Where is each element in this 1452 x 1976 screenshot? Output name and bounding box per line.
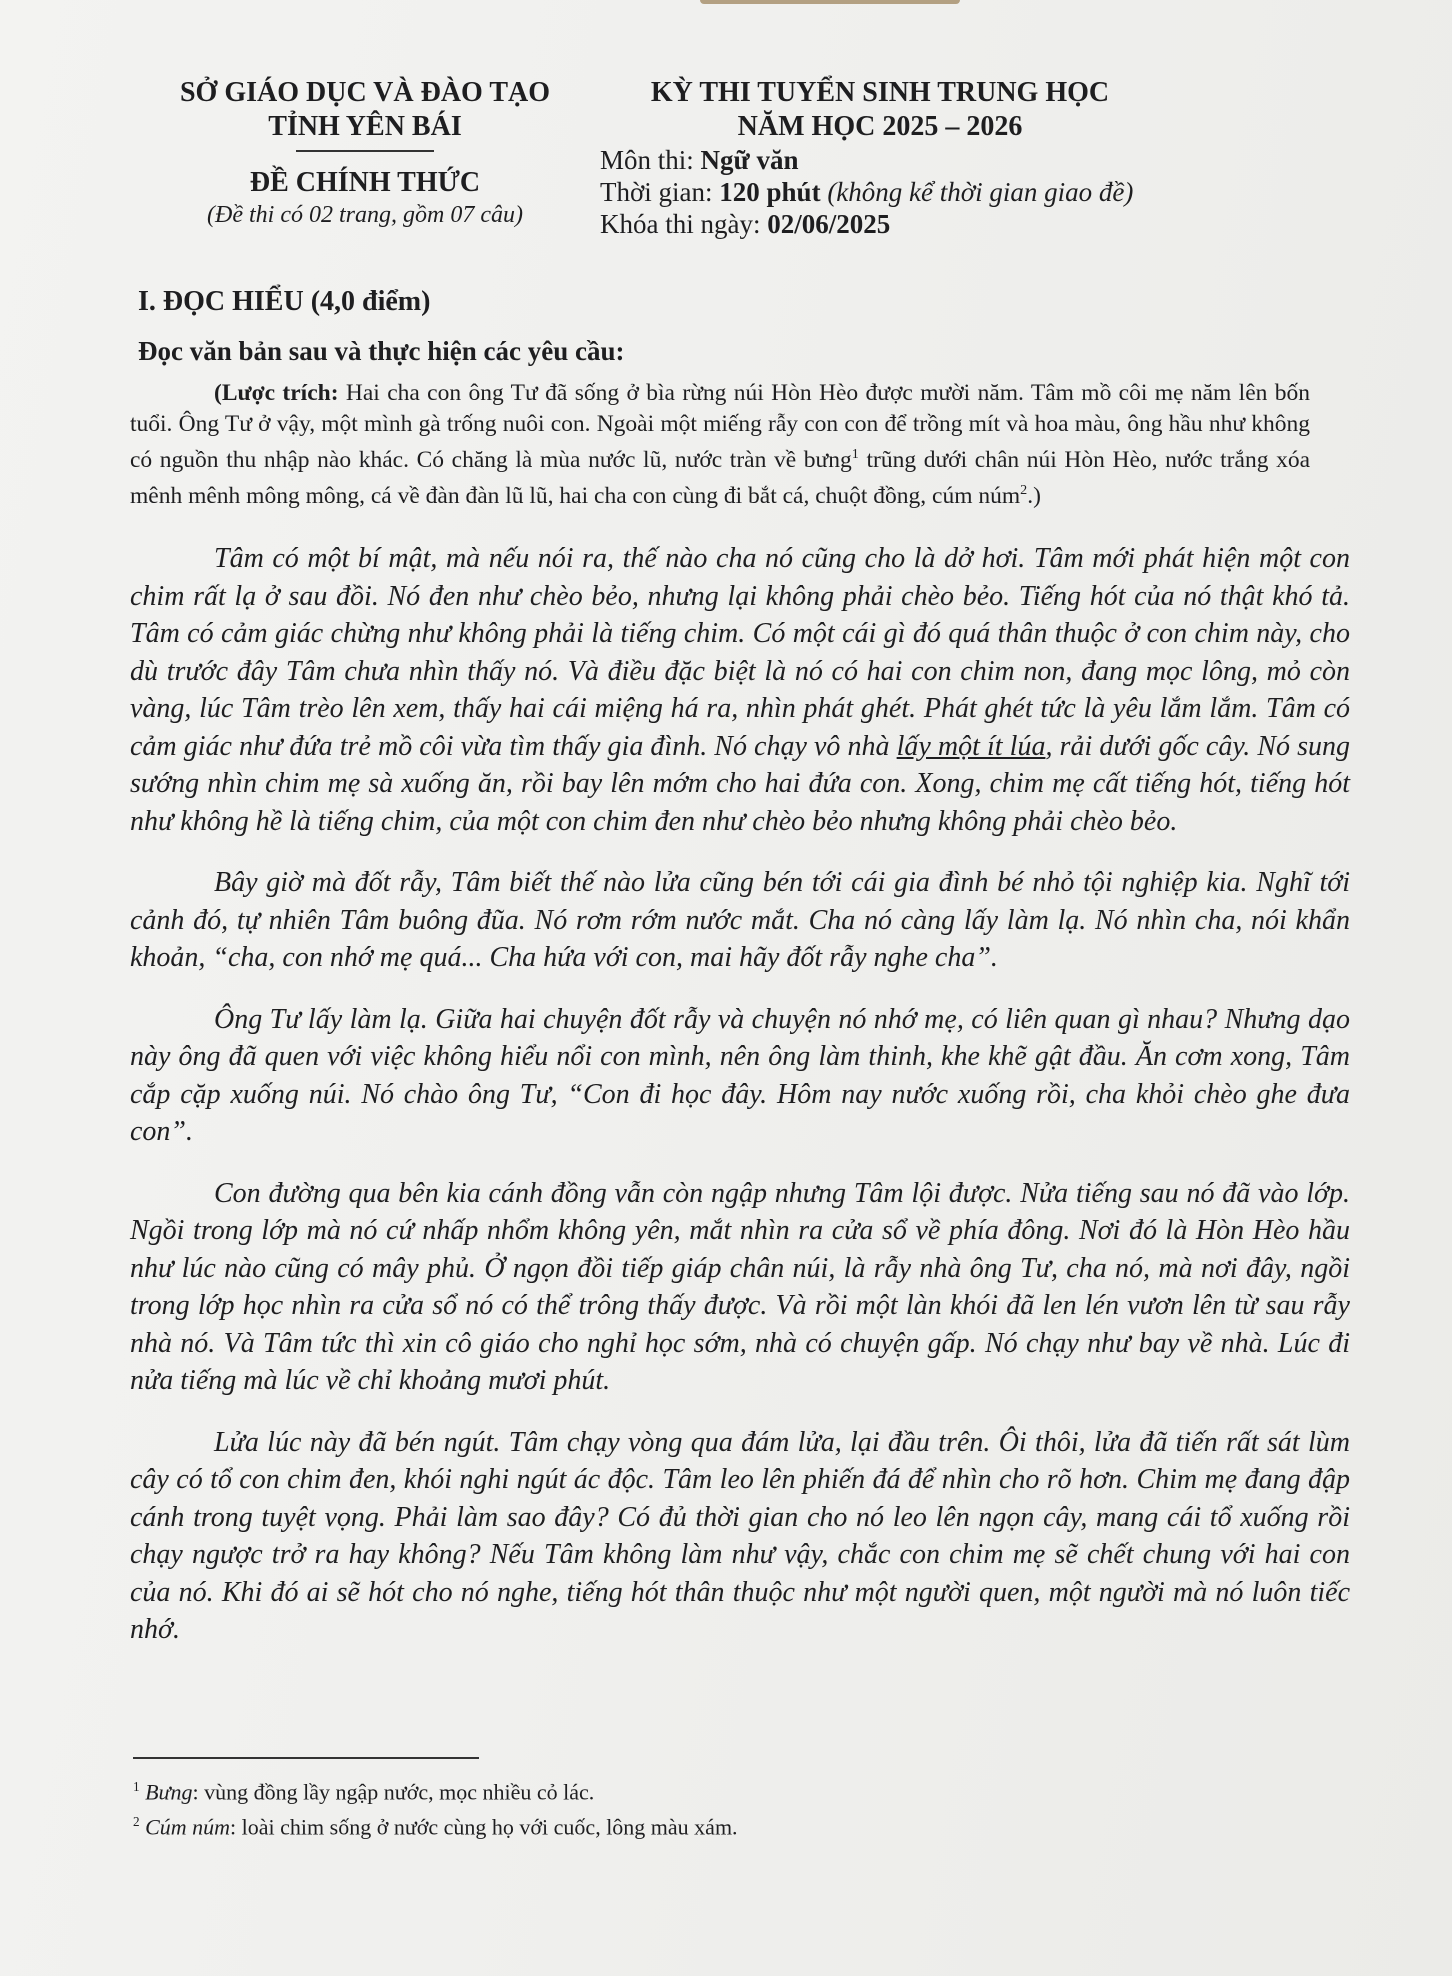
excerpt-text: Hai cha con ông Tư đã sống ở bìa rừng núi Hòn Hèo được mười năm. Tâm mồ côi mẹ năm lên bốn tuổi. Ông Tư ở vậy, một mình gà trống nuôi con. Ngoài một miếng rẫy con con để trồng mít và hoa màu, ông hầu như không có nguồn thu nhập nào khác. Có chăng là mùa nước lũ, nước tràn về bưng (130, 380, 1310, 473)
header-divider (296, 150, 434, 152)
excerpt-label: (Lược trích: (214, 380, 339, 406)
excerpt-text-2: trũng dưới chân núi Hòn Hèo, nước trắng xóa mênh mênh mông mông, cá về đàn đàn lũ lũ, hai cha con cùng đi bắt cá, chuột đồng, cúm núm (130, 446, 1311, 510)
footnote-divider (133, 1757, 479, 1759)
footnotes (133, 1772, 1283, 1843)
subject-label: Môn thi: (600, 145, 694, 175)
story-paragraph-1 (130, 540, 1350, 840)
official-label: ĐỀ CHÍNH THỨC (249, 167, 481, 198)
date-value: 02/06/2025 (767, 209, 891, 239)
time-note: (không kể thời gian giao đề) (827, 177, 1134, 207)
school-year: NĂM HỌC 2025 – 2026 (737, 111, 1023, 142)
org-line-1: SỞ GIÁO DỤC VÀ ĐÀO TẠO (179, 77, 550, 108)
story-p1-underlined: lấy một ít lúa (896, 730, 1046, 762)
footnote-2-text: : loài chim sống ở nước cùng họ với cuốc, lông màu xám. (230, 1814, 738, 1840)
header-left (140, 76, 590, 230)
story-paragraph-3: Ông Tư lấy làm lạ. Giữa hai chuyện đốt rẫy và chuyện nó nhớ mẹ, có liên quan gì nhau? Nhưng dạo này ông đã quen với việc không hiểu nổi con mình, nên ông làm thinh, khe khẽ gật đầu. Ăn cơm xong, Tâm cắp cặp xuống núi. Nó chào ông Tư, “Con đi học đây. Hôm nay nước xuống rồi, cha khỏi chèo ghe đưa con”. (130, 1003, 1350, 1147)
time-value: 120 phút (719, 177, 821, 207)
exam-title: KỲ THI TUYỂN SINH TRUNG HỌC (650, 77, 1110, 108)
date-label: Khóa thi ngày: (600, 209, 761, 239)
footnote-2 (133, 1807, 1283, 1842)
story-paragraph-5: Lửa lúc này đã bén ngút. Tâm chạy vòng qua đám lửa, lại đầu trên. Ôi thôi, lửa đã tiến rất sát lùm cây có tổ con chim đen, khói nghi ngút ác độc. Tâm leo lên phiến đá để nhìn cho rõ hơn. Chim mẹ đang đập cánh trong tuyệt vọng. Phải làm sao đây? Có đủ thời gian cho nó leo lên ngọn cây, mang cái tổ xuống rồi chạy ngược trở ra hay không? Nếu Tâm không làm như vậy, chắc con chim mẹ sẽ chết chung với hai con của nó. Khi đó ai sẽ hót cho nó nghe, tiếng hót thân thuộc như một người quen, một người mà nó luôn tiếc nhớ. (130, 1426, 1350, 1645)
footnote-1-text: : vùng đồng lầy ngập nước, mọc nhiều cỏ lác. (192, 1779, 595, 1805)
story-paragraph-4: Con đường qua bên kia cánh đồng vẫn còn ngập nhưng Tâm lội được. Nửa tiếng sau nó đã vào lớp. Ngồi trong lớp mà nó cứ nhấp nhổm không yên, mắt nhìn ra cửa sổ về phía đông. Nơi đó là Hòn Hèo hầu như lúc nào cũng có mây phủ. Ở ngọn đồi tiếp giáp chân núi, là rẫy nhà ông Tư, cha nó, mà nơi đây, ngồi trong lớp học nhìn ra cửa sổ nó có thể trông thấy được. Và rồi một làn khói đã len lén vươn lên từ sau rẫy nhà nó. Và Tâm tức thì xin cô giáo cho nghỉ học sớm, nhà có chuyện gấp. Nó chạy như bay về nhà. Lúc đi nửa tiếng mà lúc về chỉ khoảng mươi phút. (130, 1177, 1350, 1396)
paper-fold (700, 0, 960, 4)
footnote-1-number: 1 (133, 1779, 140, 1794)
story-text (130, 540, 1350, 1673)
footnote-ref-2: 2 (1020, 482, 1028, 499)
footnote-2-number: 2 (133, 1814, 140, 1830)
story-p1-part-a: Tâm có một bí mật, mà nếu nói ra, thế nào cha nó cũng cho là dở hơi. Tâm mới phát hiện một con chim rất lạ ở sau đồi. Nó đen như chèo bẻo, nhưng lại không phải chèo bẻo. Tiếng hót của nó thật khó tả. Tâm có cảm giác chừng như không phải là tiếng chim. Có một cái gì đó quá thân thuộc ở con chim này, cho dù trước đây Tâm chưa nhìn thấy nó. Và điều đặc biệt là nó có hai con chim non, đang mọc lông, mỏ còn vàng, lúc Tâm trèo lên xem, thấy hai cái miệng há ra, nhìn phát ghét. Phát ghét tức là yêu lắm lắm. Tâm có cảm giác như đứa trẻ mồ côi vừa tìm thấy gia đình. Nó chạy vô nhà (130, 543, 1350, 762)
section-instruction: Đọc văn bản sau và thực hiện các yêu cầu: (138, 336, 625, 366)
footnote-ref-1: 1 (851, 446, 859, 462)
subject-value: Ngữ văn (700, 145, 799, 175)
header-right (600, 76, 1360, 240)
footnote-2-term: Cúm núm (145, 1814, 231, 1840)
time-label: Thời gian: (600, 177, 713, 207)
story-paragraph-2: Bây giờ mà đốt rẫy, Tâm biết thế nào lửa cũng bén tới cái gia đình bé nhỏ tội nghiệp kia. Nghĩ tới cảnh đó, tự nhiên Tâm buông đũa. Nó rơm rớm nước mắt. Cha nó càng lấy làm lạ. Nó nhìn cha, nói khẩn khoản, “cha, con nhớ mẹ quá... Cha hứa với con, mai hãy đốt rẫy nghe cha”. (130, 867, 1350, 973)
page-count-note: (Đề thi có 02 trang, gồm 07 câu) (207, 202, 523, 228)
story-p1-part-b: , rải dưới gốc cây. Nó sung sướng nhìn chim mẹ sà xuống ăn, rồi bay lên mớm cho hai đứa con. Xong, chim mẹ cất tiếng hót, tiếng hót như không hề là tiếng chim, của một con chim đen như chèo bẻo nhưng không phải chèo bẻo. (130, 730, 1350, 837)
org-line-2: TỈNH YÊN BÁI (268, 111, 462, 142)
time-line (600, 176, 1360, 208)
footnote-1 (133, 1772, 1283, 1807)
subject-line (600, 144, 1360, 176)
section-title: I. ĐỌC HIỂU (4,0 điểm) (138, 286, 431, 317)
excerpt-summary (130, 378, 1310, 512)
date-line (600, 208, 1360, 240)
excerpt-text-3: .) (1027, 483, 1041, 510)
footnote-1-term: Bưng (145, 1779, 193, 1805)
